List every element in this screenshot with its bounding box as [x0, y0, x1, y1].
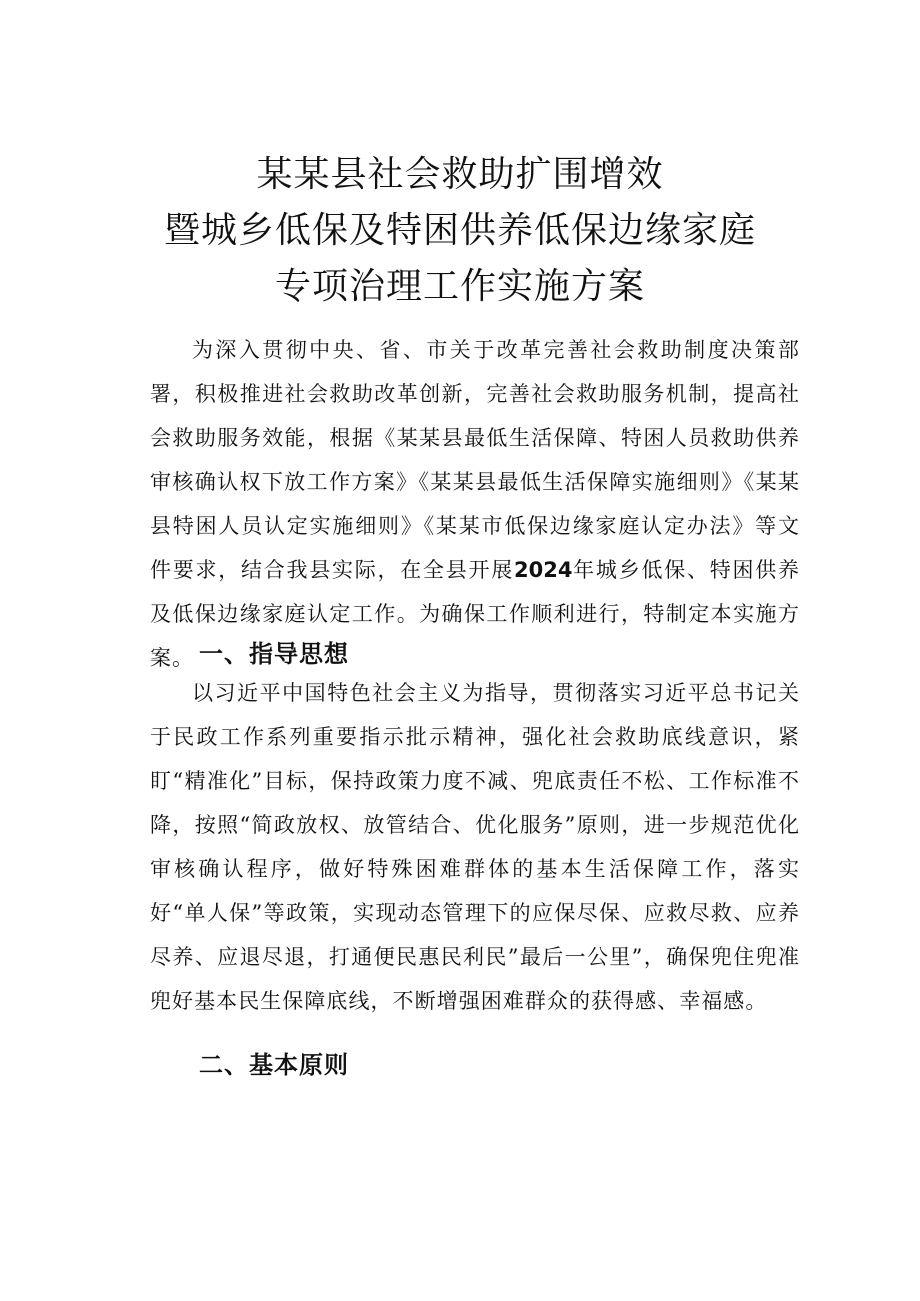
- intro-year: 2024: [514, 558, 573, 582]
- intro-text-after-year: 年城乡低保、特困供养及低保边缘家庭认定工作。为确保工作顺利进行，特制定本实施方案。: [150, 558, 800, 670]
- title-line-2: 暨城乡低保及特困供养低保边缘家庭: [163, 210, 756, 251]
- title-line-1: 某某县社会救助扩围增效: [256, 154, 664, 195]
- document-title: [120, 147, 800, 315]
- section-heading-basic-principles: 二、基本原则: [199, 1051, 349, 1079]
- section-heading-guiding-ideology: 一、指导思想: [199, 640, 349, 668]
- guiding-ideology-paragraph: 以习近平中国特色社会主义为指导，贯彻落实习近平总书记关于民政工作系列重要指示批示精神，强化社会救助底线意识，紧盯“精准化”目标，保持政策力度不减、兜底责任不松、工作标准不降，按照“简政放权、放管结合、优化服务”原则，进一步规范优化审核确认程序，做好特殊困难群体的基本生活保障工作，落实好“单人保”等政策，实现动态管理下的应保尽保、应救尽救、应养尽养、应退尽退，打通便民惠民利民”最后一公里”，确保兜住兜准兜好基本民生保障底线，不断增强困难群众的获得感、幸福感。: [150, 681, 800, 1013]
- intro-paragraph: [150, 328, 800, 680]
- intro-text-before-year: 为深入贯彻中央、省、市关于改革完善社会救助制度决策部署，积极推进社会救助改革创新，完善社会救助服务机制，提高社会救助服务效能，根据《某某县最低生活保障、特困人员救助供养审核确认权下放工作方案》《某某县最低生活保障实施细则》《某某县特困人员认定实施细则》《某某市低保边缘家庭认定办法》等文件要求，结合我县实际，在全县开展: [150, 338, 800, 582]
- title-line-3: 专项治理工作实施方案: [274, 266, 645, 307]
